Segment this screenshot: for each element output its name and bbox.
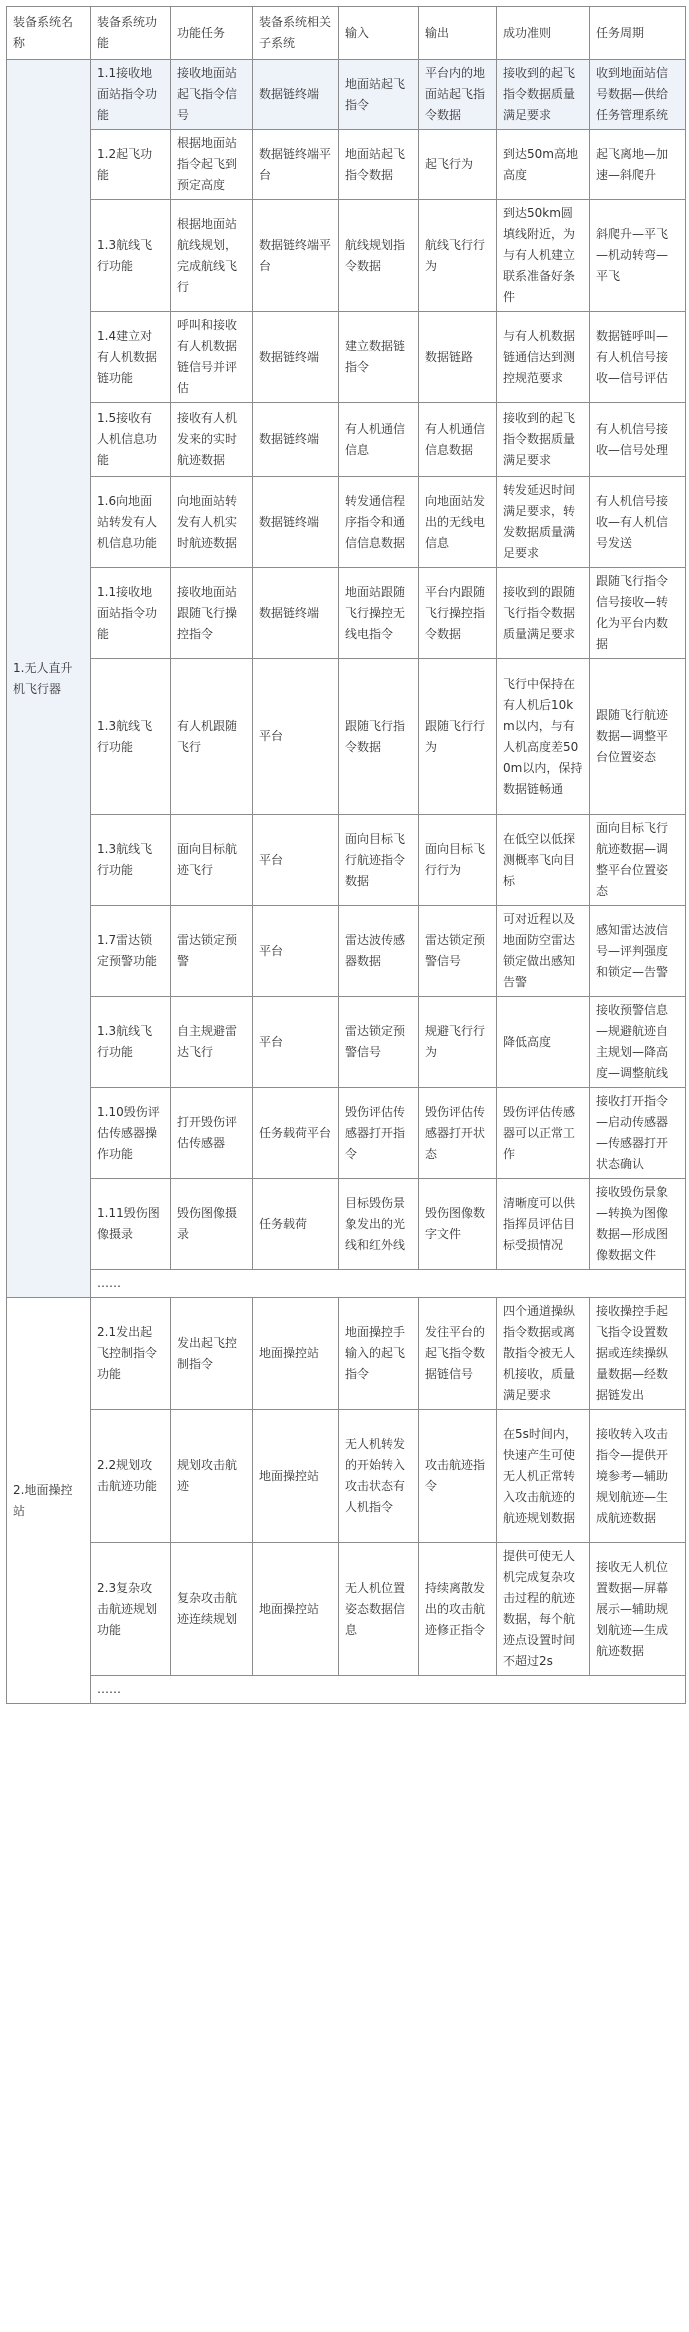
document-page (6, 6, 685, 1704)
output-cell: 面向目标飞行行为 (419, 815, 497, 906)
input-cell: 航线规划指令数据 (339, 200, 419, 312)
subsystem-cell: 数据链终端 (253, 477, 339, 568)
output-cell: 规避飞行行为 (419, 997, 497, 1088)
task-cell: 规划攻击航迹 (171, 1410, 253, 1543)
function-cell: 1.4建立对有人机数据链功能 (91, 312, 171, 403)
table-row (7, 130, 686, 200)
function-cell: 2.3复杂攻击航迹规划功能 (91, 1543, 171, 1676)
criteria-cell: 在低空以低探测概率飞向目标 (497, 815, 590, 906)
ellipsis-cell: …… (91, 1270, 686, 1298)
function-cell: 1.11毁伤图像摄录 (91, 1179, 171, 1270)
cycle-cell: 起飞离地—加速—斜爬升 (590, 130, 686, 200)
cycle-cell: 斜爬升—平飞—机动转弯—平飞 (590, 200, 686, 312)
input-cell: 毁伤评估传感器打开指令 (339, 1088, 419, 1179)
cycle-cell: 数据链呼叫—有人机信号接收—信号评估 (590, 312, 686, 403)
output-cell: 航线飞行行为 (419, 200, 497, 312)
subsystem-cell: 数据链终端 (253, 568, 339, 659)
function-cell: 1.6向地面站转发有人机信息功能 (91, 477, 171, 568)
criteria-cell: 接收到的起飞指令数据质量满足要求 (497, 60, 590, 130)
header-success-criteria: 成功准则 (497, 7, 590, 60)
subsystem-cell: 平台 (253, 997, 339, 1088)
table-row (7, 568, 686, 659)
input-cell: 建立数据链指令 (339, 312, 419, 403)
header-function-task: 功能任务 (171, 7, 253, 60)
table-row (7, 906, 686, 997)
output-cell: 起飞行为 (419, 130, 497, 200)
ellipsis-cell: …… (91, 1676, 686, 1704)
subsystem-cell: 地面操控站 (253, 1543, 339, 1676)
function-cell: 1.1接收地面站指令功能 (91, 60, 171, 130)
header-system-name: 装备系统名称 (7, 7, 91, 60)
table-row (7, 1410, 686, 1543)
cycle-cell: 接收操控手起飞指令设置数据或连续操纵量数据—经数据链发出 (590, 1298, 686, 1410)
ellipsis-row (7, 1676, 686, 1704)
task-cell: 有人机跟随飞行 (171, 659, 253, 815)
function-cell: 1.3航线飞行功能 (91, 815, 171, 906)
input-cell: 地面操控手输入的起飞指令 (339, 1298, 419, 1410)
header-system-function: 装备系统功能 (91, 7, 171, 60)
subsystem-cell: 数据链终端平台 (253, 130, 339, 200)
task-cell: 接收地面站跟随飞行操控指令 (171, 568, 253, 659)
cycle-cell: 跟随飞行指令信号接收—转化为平台内数据 (590, 568, 686, 659)
function-cell: 1.3航线飞行功能 (91, 659, 171, 815)
input-cell: 目标毁伤景象发出的光线和红外线 (339, 1179, 419, 1270)
subsystem-cell: 平台 (253, 906, 339, 997)
input-cell: 地面站跟随飞行操控无线电指令 (339, 568, 419, 659)
table-row (7, 997, 686, 1088)
input-cell: 有人机通信信息 (339, 403, 419, 477)
header-task-cycle: 任务周期 (590, 7, 686, 60)
input-cell: 雷达波传感器数据 (339, 906, 419, 997)
output-cell: 平台内的地面站起飞指令数据 (419, 60, 497, 130)
criteria-cell: 清晰度可以供指挥员评估目标受损情况 (497, 1179, 590, 1270)
output-cell: 向地面站发出的无线电信息 (419, 477, 497, 568)
cycle-cell: 面向目标飞行航迹数据—调整平台位置姿态 (590, 815, 686, 906)
cycle-cell: 跟随飞行航迹数据—调整平台位置姿态 (590, 659, 686, 815)
task-cell: 面向目标航迹飞行 (171, 815, 253, 906)
task-cell: 打开毁伤评估传感器 (171, 1088, 253, 1179)
criteria-cell: 毁伤评估传感器可以正常工作 (497, 1088, 590, 1179)
subsystem-cell: 地面操控站 (253, 1410, 339, 1543)
criteria-cell: 飞行中保持在有人机后10km以内，与有人机高度差500m以内，保持数据链畅通 (497, 659, 590, 815)
subsystem-cell: 任务载荷平台 (253, 1088, 339, 1179)
header-related-subsystem: 装备系统相关子系统 (253, 7, 339, 60)
criteria-cell: 接收到的跟随飞行指令数据质量满足要求 (497, 568, 590, 659)
cycle-cell: 接收预警信息—规避航迹自主规划—降高度—调整航线 (590, 997, 686, 1088)
table-row (7, 60, 686, 130)
output-cell: 数据链路 (419, 312, 497, 403)
table-row (7, 200, 686, 312)
subsystem-cell: 平台 (253, 815, 339, 906)
criteria-cell: 到达50m高地高度 (497, 130, 590, 200)
table-header-row (7, 7, 686, 60)
table-row (7, 1088, 686, 1179)
subsystem-cell: 平台 (253, 659, 339, 815)
criteria-cell: 与有人机数据链通信达到测控规范要求 (497, 312, 590, 403)
criteria-cell: 降低高度 (497, 997, 590, 1088)
output-cell: 毁伤图像数字文件 (419, 1179, 497, 1270)
task-cell: 发出起飞控制指令 (171, 1298, 253, 1410)
function-cell: 1.2起飞功能 (91, 130, 171, 200)
table-row (7, 312, 686, 403)
input-cell: 无人机转发的开始转入攻击状态有人机指令 (339, 1410, 419, 1543)
output-cell: 有人机通信信息数据 (419, 403, 497, 477)
input-cell: 无人机位置姿态数据信息 (339, 1543, 419, 1676)
task-cell: 复杂攻击航迹连续规划 (171, 1543, 253, 1676)
criteria-cell: 转发延迟时间满足要求，转发数据质量满足要求 (497, 477, 590, 568)
subsystem-cell: 数据链终端 (253, 312, 339, 403)
cycle-cell: 感知雷达波信号—评判强度和锁定—告警 (590, 906, 686, 997)
table-row (7, 477, 686, 568)
input-cell: 地面站起飞指令 (339, 60, 419, 130)
cycle-cell: 有人机信号接收—有人机信号发送 (590, 477, 686, 568)
function-cell: 1.7雷达锁定预警功能 (91, 906, 171, 997)
task-cell: 毁伤图像摄录 (171, 1179, 253, 1270)
input-cell: 地面站起飞指令数据 (339, 130, 419, 200)
criteria-cell: 接收到的起飞指令数据质量满足要求 (497, 403, 590, 477)
criteria-cell: 可对近程以及地面防空雷达锁定做出感知告警 (497, 906, 590, 997)
criteria-cell: 四个通道操纵指令数据或离散指令被无人机接收，质量满足要求 (497, 1298, 590, 1410)
task-cell: 自主规避雷达飞行 (171, 997, 253, 1088)
input-cell: 转发通信程序指令和通信信息数据 (339, 477, 419, 568)
subsystem-cell: 任务载荷 (253, 1179, 339, 1270)
output-cell: 平台内跟随飞行操控指令数据 (419, 568, 497, 659)
function-cell: 1.3航线飞行功能 (91, 997, 171, 1088)
criteria-cell: 在5s时间内，快速产生可使无人机正常转入攻击航迹的航迹规划数据 (497, 1410, 590, 1543)
task-cell: 接收地面站起飞指令信号 (171, 60, 253, 130)
input-cell: 面向目标飞行航迹指令数据 (339, 815, 419, 906)
system-name-cell: 2.地面操控站 (7, 1298, 91, 1704)
output-cell: 雷达锁定预警信号 (419, 906, 497, 997)
table-row (7, 659, 686, 815)
function-cell: 1.3航线飞行功能 (91, 200, 171, 312)
function-cell: 1.5接收有人机信息功能 (91, 403, 171, 477)
cycle-cell: 有人机信号接收—信号处理 (590, 403, 686, 477)
cycle-cell: 接收毁伤景象—转换为图像数据—形成图像数据文件 (590, 1179, 686, 1270)
table-row (7, 1543, 686, 1676)
task-cell: 根据地面站指令起飞到预定高度 (171, 130, 253, 200)
task-cell: 接收有人机发来的实时航迹数据 (171, 403, 253, 477)
criteria-cell: 提供可使无人机完成复杂攻击过程的航迹数据，每个航迹点设置时间不超过2s (497, 1543, 590, 1676)
output-cell: 毁伤评估传感器打开状态 (419, 1088, 497, 1179)
subsystem-cell: 数据链终端 (253, 60, 339, 130)
cycle-cell: 接收转入攻击指令—提供开境参考—辅助规划航迹—生成航迹数据 (590, 1410, 686, 1543)
table-row (7, 815, 686, 906)
subsystem-cell: 数据链终端 (253, 403, 339, 477)
function-cell: 2.1发出起飞控制指令功能 (91, 1298, 171, 1410)
task-cell: 雷达锁定预警 (171, 906, 253, 997)
output-cell: 跟随飞行行为 (419, 659, 497, 815)
cycle-cell: 接收无人机位置数据—屏幕展示—辅助规划航迹—生成航迹数据 (590, 1543, 686, 1676)
subsystem-cell: 地面操控站 (253, 1298, 339, 1410)
cycle-cell: 收到地面站信号数据—供给任务管理系统 (590, 60, 686, 130)
function-cell: 1.10毁伤评估传感器操作功能 (91, 1088, 171, 1179)
cycle-cell: 接收打开指令—启动传感器—传感器打开状态确认 (590, 1088, 686, 1179)
system-name-cell: 1.无人直升机飞行器 (7, 60, 91, 1298)
input-cell: 跟随飞行指令数据 (339, 659, 419, 815)
task-cell: 呼叫和接收有人机数据链信号并评估 (171, 312, 253, 403)
criteria-cell: 到达50km圆填线附近，为与有人机建立联系准备好条件 (497, 200, 590, 312)
subsystem-cell: 数据链终端平台 (253, 200, 339, 312)
task-cell: 向地面站转发有人机实时航迹数据 (171, 477, 253, 568)
output-cell: 发往平台的起飞指令数据链信号 (419, 1298, 497, 1410)
output-cell: 攻击航迹指令 (419, 1410, 497, 1543)
equipment-function-table (6, 6, 686, 1704)
input-cell: 雷达锁定预警信号 (339, 997, 419, 1088)
header-input: 输入 (339, 7, 419, 60)
task-cell: 根据地面站航线规划，完成航线飞行 (171, 200, 253, 312)
output-cell: 持续离散发出的攻击航迹修正指令 (419, 1543, 497, 1676)
function-cell: 2.2规划攻击航迹功能 (91, 1410, 171, 1543)
header-output: 输出 (419, 7, 497, 60)
table-row (7, 1179, 686, 1270)
table-row (7, 1298, 686, 1410)
ellipsis-row (7, 1270, 686, 1298)
table-row (7, 403, 686, 477)
function-cell: 1.1接收地面站指令功能 (91, 568, 171, 659)
